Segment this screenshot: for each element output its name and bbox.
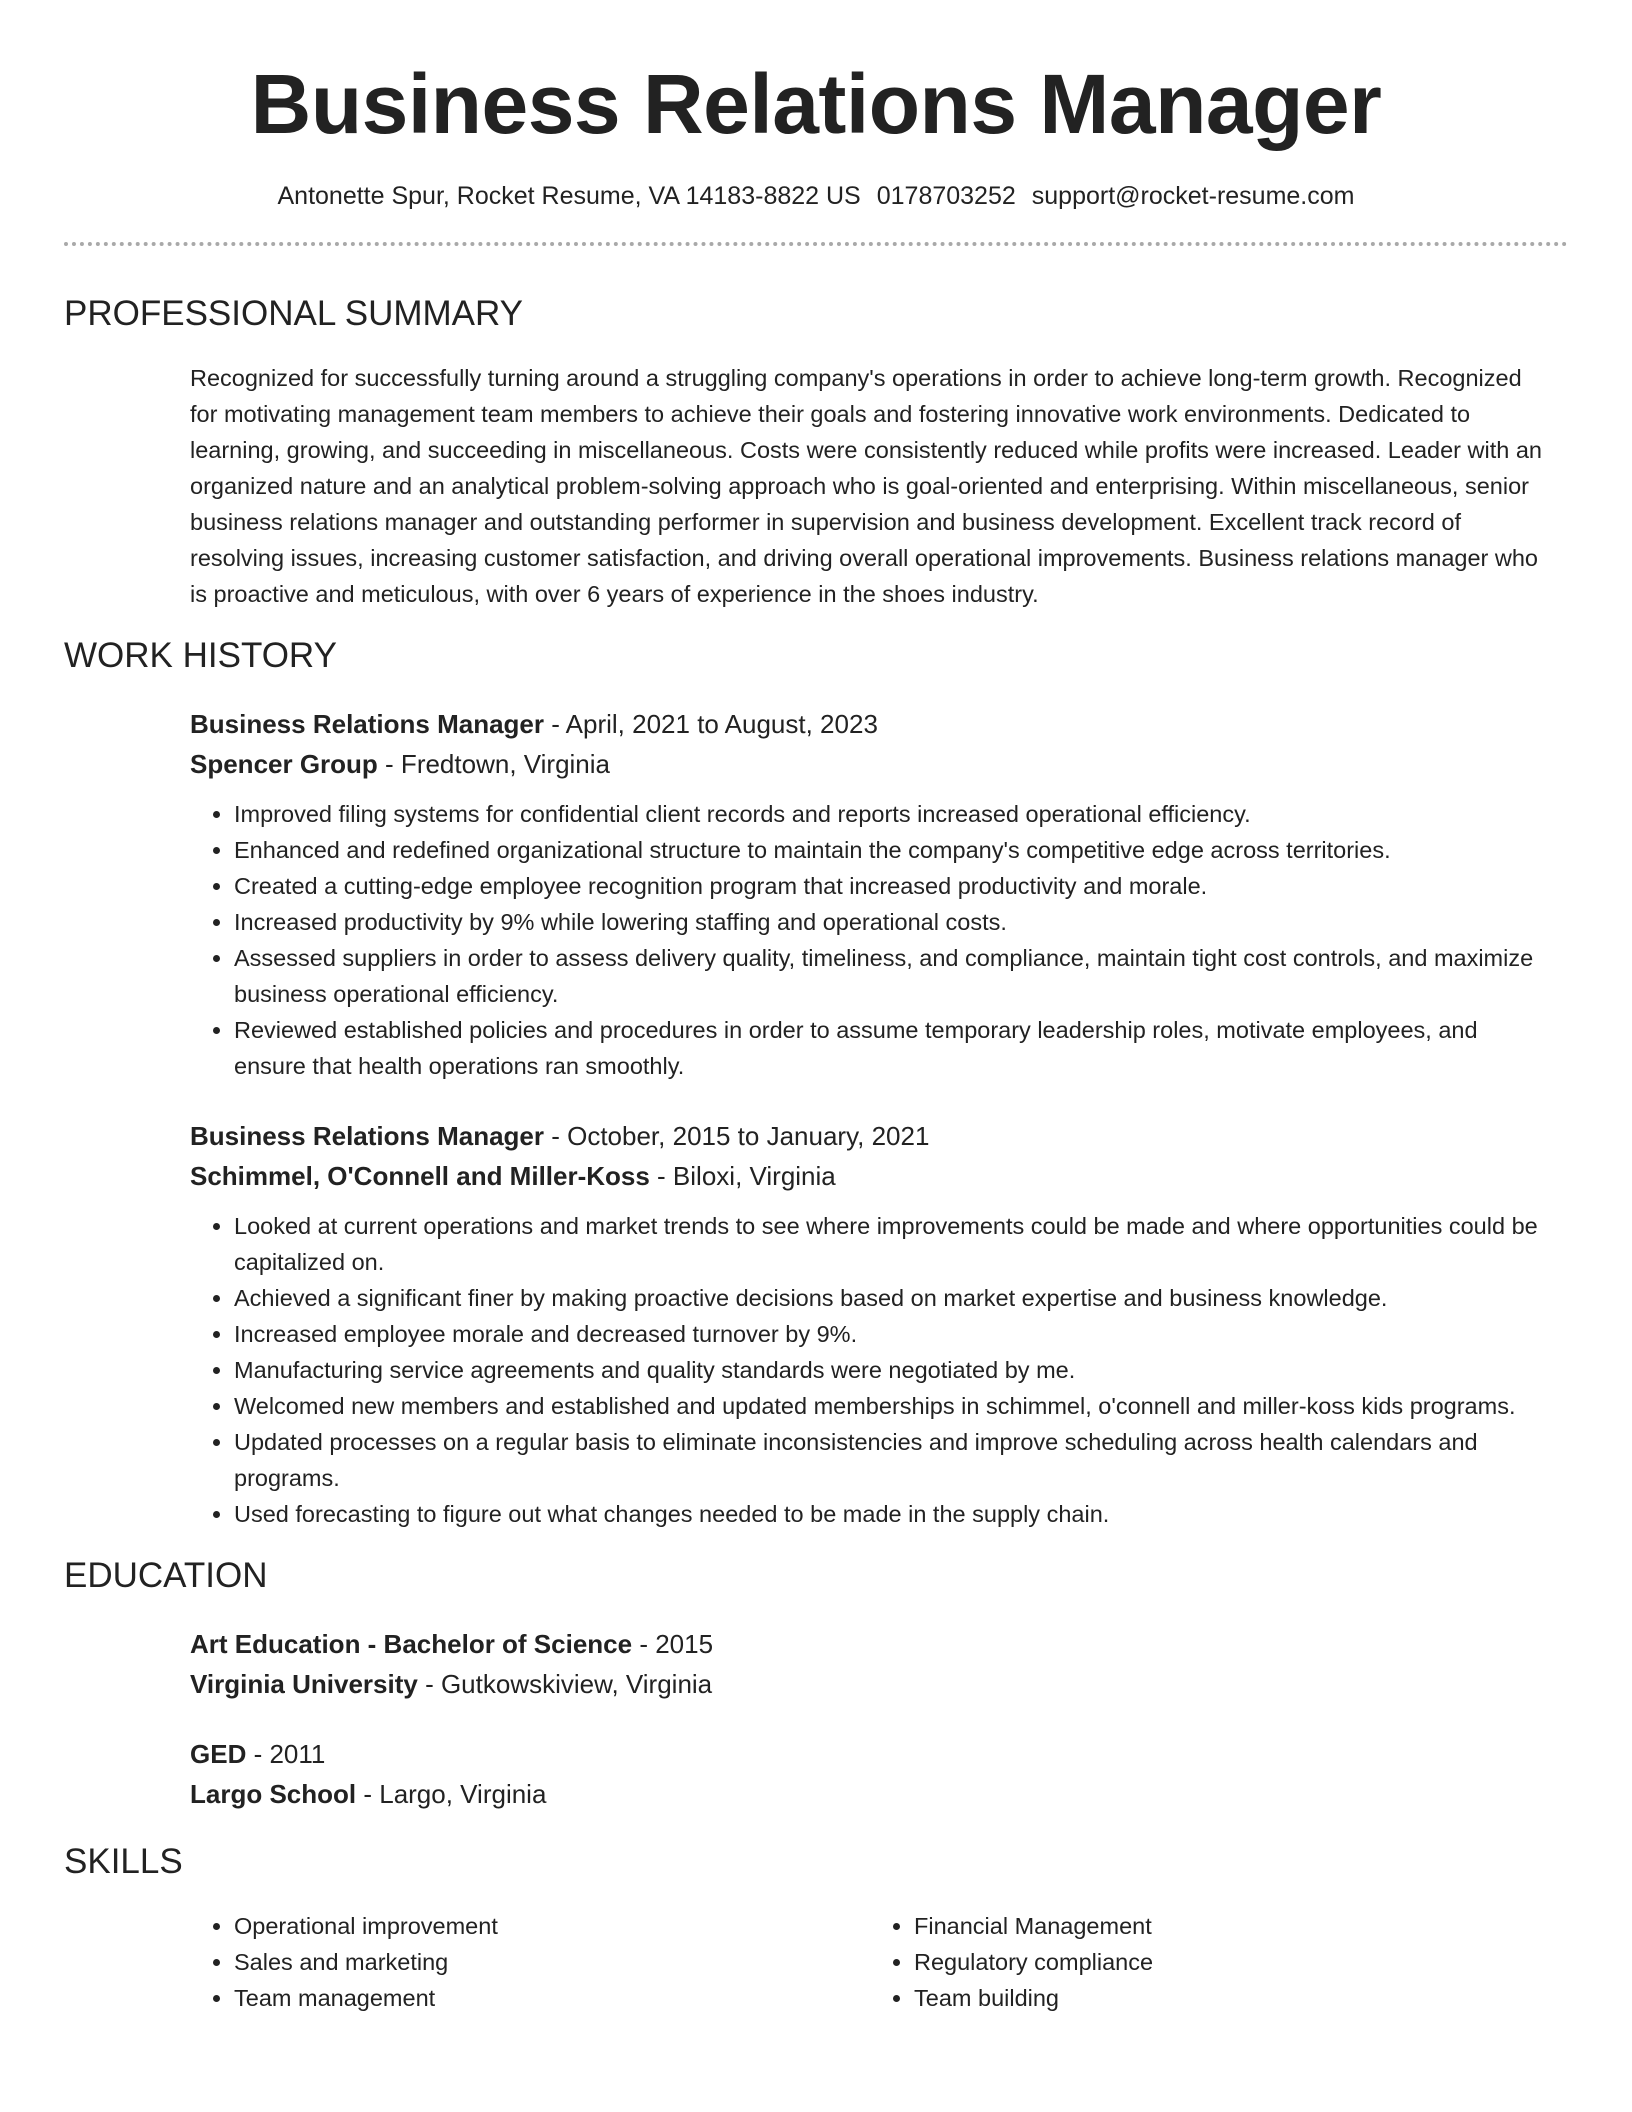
contact-address: Antonette Spur, Rocket Resume, VA 14183-8822 US <box>277 182 861 210</box>
job-location: - Biloxi, Virginia <box>649 1161 836 1191</box>
list-item: • Welcomed new members and established and updated memberships in schimmel, o'connell and miller-koss kids programs. <box>234 1388 1554 1424</box>
education-entry <box>190 1734 1554 1814</box>
job-role-line <box>190 704 1554 744</box>
skill-item: • Regulatory compliance <box>914 1944 1550 1980</box>
list-item: • Enhanced and redefined organizational structure to maintain the company's competitive edge across territories. <box>234 832 1554 868</box>
section-title-work-history: WORK HISTORY <box>64 636 337 675</box>
list-item: • Manufacturing service agreements and quality standards were negotiated by me. <box>234 1352 1554 1388</box>
skill-item: • Sales and marketing <box>234 1944 870 1980</box>
list-item: • Reviewed established policies and procedures in order to assume temporary leadership roles, motivate employees, and ensure that health operations ran smoothly. <box>234 1012 1554 1084</box>
education-school: Virginia University <box>190 1669 418 1699</box>
job-dates: - October, 2015 to January, 2021 <box>544 1121 930 1151</box>
education-location: - Largo, Virginia <box>356 1779 547 1809</box>
job-company-line <box>190 744 1554 784</box>
skill-item: • Team management <box>234 1980 870 2016</box>
education-year: - 2011 <box>246 1739 326 1769</box>
job-bullets <box>190 1208 1554 1532</box>
list-item: • Created a cutting-edge employee recognition program that increased productivity and morale. <box>234 868 1554 904</box>
education-entry <box>190 1624 1554 1704</box>
section-title-summary: PROFESSIONAL SUMMARY <box>64 294 523 333</box>
job-dates: - April, 2021 to August, 2023 <box>544 709 878 739</box>
section-title-education: EDUCATION <box>64 1556 268 1595</box>
skill-item: • Team building <box>914 1980 1550 2016</box>
skills-columns <box>190 1908 1554 2016</box>
list-item: • Improved filing systems for confidential client records and reports increased operational efficiency. <box>234 796 1554 832</box>
job-entry <box>190 1116 1554 1532</box>
education-school: Largo School <box>190 1779 357 1809</box>
list-item: • Looked at current operations and market trends to see where improvements could be made and where opportunities could be capitalized on. <box>234 1208 1554 1280</box>
resume-page <box>64 0 1568 2016</box>
education-location: - Gutkowskiview, Virginia <box>417 1669 713 1699</box>
job-company: Spencer Group <box>190 749 378 779</box>
summary-text: Recognized for successfully turning around a struggling company's operations in order to achieve long-term growth. Recognized for motivating management team members to achieve their goals and fostering innovative work environments. Dedicated to learning, growing, and succeeding in miscellaneous. Costs were consistently reduced while profits were increased. Leader with an organized nature and an analytical problem-solving approach who is goal-oriented and enterprising. Within miscellaneous, senior business relations manager and outstanding performer in supervision and business development. Excellent track record of resolving issues, increasing customer satisfaction, and driving overall operational improvements. Business relations manager who is proactive and meticulous, with over 6 years of experience in the shoes industry. <box>190 365 1542 607</box>
education-degree: GED <box>190 1739 247 1769</box>
list-item: • Updated processes on a regular basis to eliminate inconsistencies and improve scheduling across health calendars and programs. <box>234 1424 1554 1496</box>
list-item: • Used forecasting to figure out what changes needed to be made in the supply chain. <box>234 1496 1554 1532</box>
job-bullets <box>190 796 1554 1084</box>
education-school-line <box>190 1664 1554 1704</box>
header-divider <box>64 242 1568 246</box>
job-role-line <box>190 1116 1554 1156</box>
section-title-skills: SKILLS <box>64 1842 183 1881</box>
skills-list-right <box>870 1908 1550 2016</box>
resume-title: Business Relations Manager <box>250 57 1382 151</box>
skills-list-left <box>190 1908 870 2016</box>
education-degree-line <box>190 1734 1554 1774</box>
skill-item: • Financial Management <box>914 1908 1550 1944</box>
job-company-line <box>190 1156 1554 1196</box>
skill-item: • Operational improvement <box>234 1908 870 1944</box>
education-school-line <box>190 1774 1554 1814</box>
education-degree: Art Education - Bachelor of Science <box>190 1629 633 1659</box>
list-item: • Assessed suppliers in order to assess delivery quality, timeliness, and compliance, maintain tight cost controls, and maximize business operational efficiency. <box>234 940 1554 1012</box>
contact-line <box>64 180 1568 212</box>
education-year: - 2015 <box>632 1629 714 1659</box>
job-entry <box>190 704 1554 1084</box>
list-item: • Increased employee morale and decreased turnover by 9%. <box>234 1316 1554 1352</box>
job-role: Business Relations Manager <box>190 709 544 739</box>
education-degree-line <box>190 1624 1554 1664</box>
contact-email: support@rocket-resume.com <box>1031 182 1355 210</box>
job-role: Business Relations Manager <box>190 1121 544 1151</box>
contact-phone: 0178703252 <box>876 182 1016 210</box>
job-location: - Fredtown, Virginia <box>377 749 610 779</box>
job-company: Schimmel, O'Connell and Miller-Koss <box>190 1161 650 1191</box>
list-item: • Achieved a significant finer by making proactive decisions based on market expertise and business knowledge. <box>234 1280 1554 1316</box>
list-item: • Increased productivity by 9% while lowering staffing and operational costs. <box>234 904 1554 940</box>
